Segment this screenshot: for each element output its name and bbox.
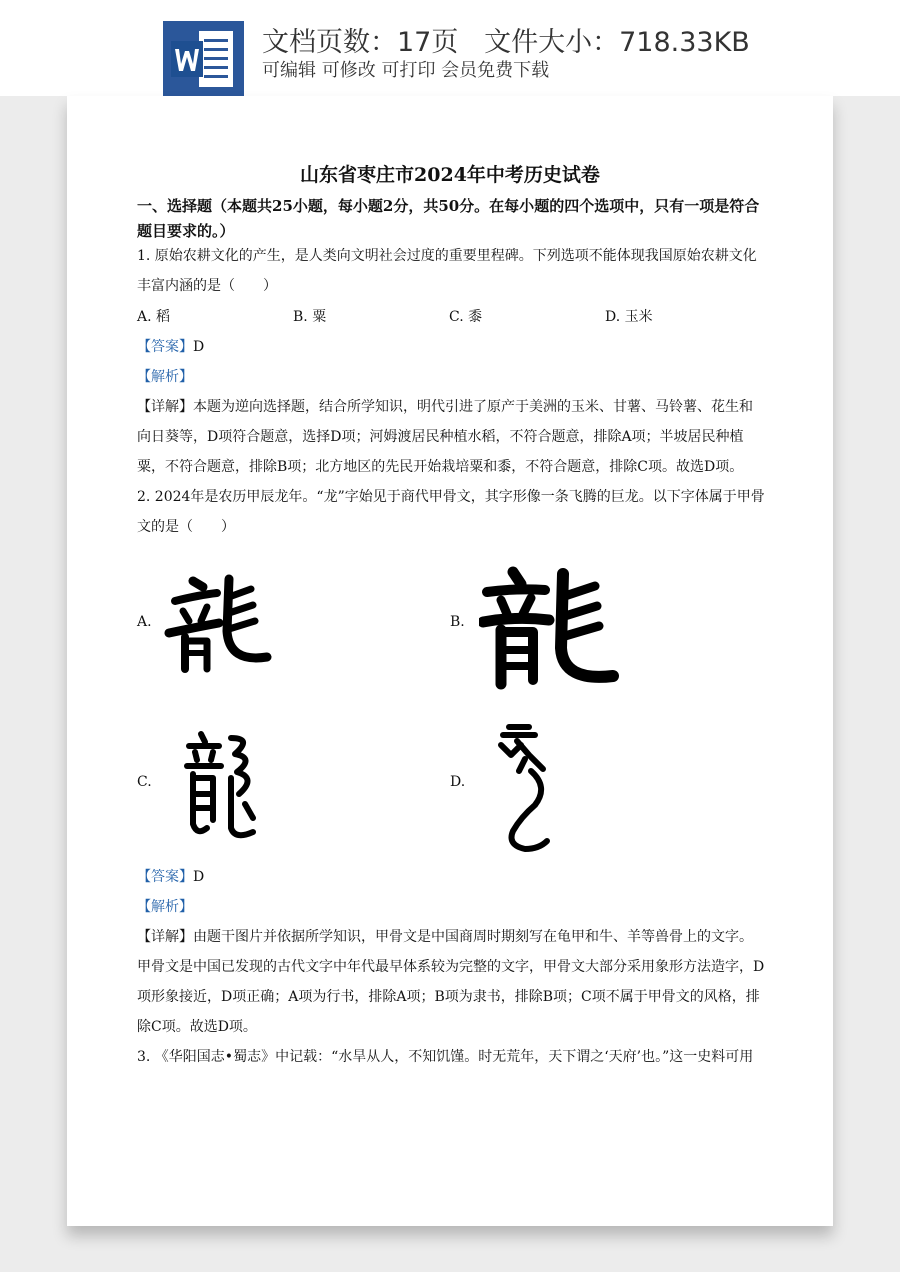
running-script-dragon-image xyxy=(163,571,275,676)
q1-analysis-tag: 【解析】 xyxy=(137,369,193,385)
q2-detail xyxy=(137,922,765,1042)
question-1-stem: 1. 原始农耕文化的产生，是人类向文明社会过度的重要里程碑。下列选项不能体现我国原始农耕文化丰富内涵的是（ ） xyxy=(137,248,757,294)
feature-list: 可编辑 可修改 可打印 会员免费下载 xyxy=(262,60,550,81)
q2-answer-value: D xyxy=(193,869,205,885)
q1-answer-value: D xyxy=(193,339,205,355)
q2-analysis-tag: 【解析】 xyxy=(137,899,193,915)
detail-tag: 【详解】 xyxy=(137,399,193,415)
page-count: 文档页数：17页 xyxy=(262,27,459,58)
q2-answer xyxy=(137,867,204,887)
clerical-script-dragon-image xyxy=(479,566,621,694)
question-3-stem: 3. 《华阳国志•蜀志》中记载：“水旱从人，不知饥馑。时无荒年，天下谓之‘天府’也。”这一史料可用 xyxy=(137,1049,754,1065)
q2-option-c-label: C. xyxy=(137,774,152,790)
section-heading: 一、选择题（本题共25小题，每小题2分，共50分。在每小题的四个选项中，只有一项是符合题目要求的。） xyxy=(137,197,760,240)
file-info-header xyxy=(0,0,900,96)
answer-tag: 【答案】 xyxy=(137,869,193,885)
q1-answer xyxy=(137,337,204,357)
q2-option-d-label: D. xyxy=(450,774,466,790)
q2-detail-text: 由题干图片并依据所学知识，甲骨文是中国商周时期刻写在龟甲和牛、羊等兽骨上的文字。甲骨文是中国已发现的古代文字中年代最早体系较为完整的文字，甲骨文大部分采用象形方法造字，D项形象接近，D项正确；A项为行书，排除A项；B项为隶书，排除B项；C项不属于甲骨文的风格，排除C项。故选D项。 xyxy=(137,929,765,1035)
seal-script-dragon-image xyxy=(183,728,263,843)
q1-option-a: A. 稻 xyxy=(137,309,171,325)
file-size: 文件大小：718.33KB xyxy=(484,27,750,58)
word-document-icon xyxy=(163,21,244,96)
q1-option-b: B. 粟 xyxy=(293,309,327,325)
q1-option-c: C. 黍 xyxy=(449,309,483,325)
q2-option-a-label: A. xyxy=(137,614,152,630)
question-2-stem: 2. 2024年是农历甲辰龙年。“龙”字始见于商代甲骨文，其字形像一条飞腾的巨龙。以下字体属于甲骨文的是（ ） xyxy=(137,489,765,535)
q2-option-b-label: B. xyxy=(450,614,465,630)
q1-detail xyxy=(137,392,765,482)
document-title: 山东省枣庄市2024年中考历史试卷 xyxy=(300,164,600,186)
oracle-bone-dragon-image xyxy=(491,721,555,856)
q1-detail-text: 本题为逆向选择题，结合所学知识，明代引进了原产于美洲的玉米、甘薯、马铃薯、花生和向日葵等，D项符合题意，选择D项；河姆渡居民种植水稻，不符合题意，排除A项；半坡居民种植粟，不符合题意，排除B项；北方地区的先民开始栽培粟和黍，不符合题意，排除C项。故选D项。 xyxy=(137,399,753,475)
detail-tag: 【详解】 xyxy=(137,929,193,945)
q1-option-d: D. 玉米 xyxy=(605,309,653,325)
file-meta-title xyxy=(262,20,750,59)
document-page xyxy=(67,96,833,1226)
answer-tag: 【答案】 xyxy=(137,339,193,355)
